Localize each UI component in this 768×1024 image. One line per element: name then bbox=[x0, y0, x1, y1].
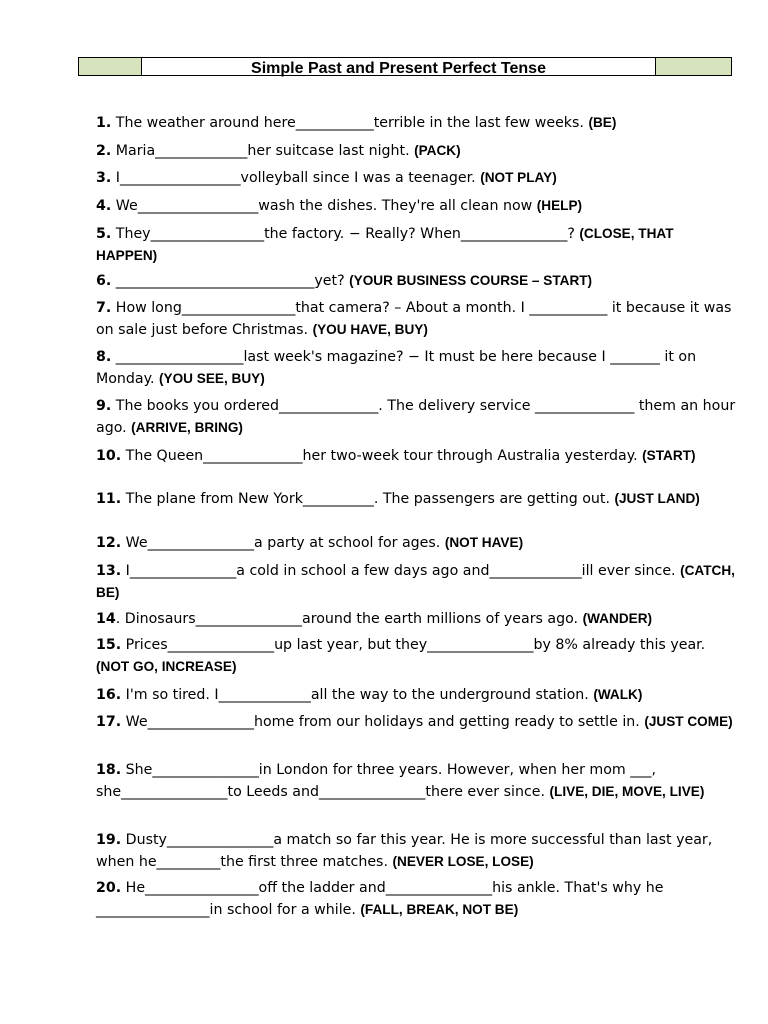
item-text: Prices_______________up last year, but they_______________by 8% already this year. bbox=[125, 637, 706, 653]
item-text: How long________________that camera? – About a month. I ___________ it because it was on sale just before Christmas. bbox=[96, 300, 732, 338]
exercise-item bbox=[96, 760, 736, 803]
item-text: She_______________in London for three years. However, when her mom ___, she_______________to Leeds and_______________there ever since. bbox=[96, 762, 657, 800]
item-text: We_______________a party at school for ages. bbox=[125, 535, 445, 551]
exercise-item bbox=[96, 140, 736, 162]
item-number: 2. bbox=[96, 143, 112, 159]
item-hint: (WANDER) bbox=[582, 611, 653, 626]
item-text: I'm so tired. I_____________all the way to the underground station. bbox=[125, 687, 594, 703]
item-number: 3. bbox=[96, 170, 112, 186]
item-text: __________________last week's magazine? − It must be here because I _______ it on Monday. bbox=[96, 349, 697, 387]
item-text: ____________________________yet? bbox=[115, 273, 350, 289]
title-bar-left-cell bbox=[79, 58, 142, 75]
exercise-item bbox=[96, 270, 736, 292]
item-hint: (NOT GO, INCREASE) bbox=[96, 659, 237, 674]
item-number: 7. bbox=[96, 300, 112, 316]
exercise-item bbox=[96, 445, 736, 467]
item-number: 16. bbox=[96, 687, 122, 703]
page-title: Simple Past and Present Perfect Tense bbox=[251, 60, 546, 77]
item-hint: (CLOSE, THAT HAPPEN) bbox=[96, 226, 674, 263]
item-hint: (YOU HAVE, BUY) bbox=[312, 322, 428, 337]
item-hint: (START) bbox=[642, 448, 696, 463]
exercise-item bbox=[96, 608, 736, 630]
item-hint: (FALL, BREAK, NOT BE) bbox=[360, 902, 519, 917]
exercise-item bbox=[96, 830, 736, 873]
item-hint: (JUST COME) bbox=[644, 714, 733, 729]
exercise-item bbox=[96, 711, 736, 733]
item-number: 4. bbox=[96, 198, 112, 214]
item-hint: (CATCH, BE) bbox=[96, 563, 735, 600]
item-number: 18. bbox=[96, 762, 122, 778]
exercise-item bbox=[96, 488, 736, 510]
item-number: 14 bbox=[96, 611, 116, 627]
item-text: . Dinosaurs_______________around the earth millions of years ago. bbox=[115, 611, 583, 627]
title-bar bbox=[78, 57, 732, 76]
item-text: Dusty_______________a match so far this year. He is more successful than last year, when he_________the first three matches. bbox=[96, 832, 713, 870]
exercise-item bbox=[96, 347, 736, 390]
item-number: 20. bbox=[96, 880, 122, 896]
exercise-item bbox=[96, 560, 736, 604]
title-bar-right-cell bbox=[655, 58, 731, 75]
item-number: 15. bbox=[96, 637, 122, 653]
item-hint: (YOUR BUSINESS COURSE – START) bbox=[349, 273, 593, 288]
item-text: The plane from New York__________. The passengers are getting out. bbox=[125, 491, 615, 507]
item-text: He________________off the ladder and_______________his ankle. That's why he ________________in school for a while. bbox=[96, 880, 664, 918]
exercise-item bbox=[96, 112, 736, 134]
item-text: We_______________home from our holidays and getting ready to settle in. bbox=[125, 714, 645, 730]
item-text: The Queen______________her two-week tour through Australia yesterday. bbox=[125, 448, 643, 464]
item-text: The weather around here___________terrible in the last few weeks. bbox=[115, 115, 589, 131]
item-number: 5. bbox=[96, 226, 112, 242]
item-number: 6. bbox=[96, 273, 112, 289]
exercise-item bbox=[96, 532, 736, 554]
item-text: I_________________volleyball since I was a teenager. bbox=[115, 170, 481, 186]
exercise-item bbox=[96, 635, 736, 678]
item-number: 13. bbox=[96, 563, 122, 579]
item-number: 1. bbox=[96, 115, 112, 131]
item-hint: (YOU SEE, BUY) bbox=[159, 371, 265, 386]
item-number: 8. bbox=[96, 349, 112, 365]
item-hint: (NEVER LOSE, LOSE) bbox=[392, 854, 534, 869]
item-hint: (PACK) bbox=[414, 143, 461, 158]
item-hint: (ARRIVE, BRING) bbox=[131, 420, 243, 435]
item-hint: (HELP) bbox=[536, 198, 583, 213]
exercise-item bbox=[96, 167, 736, 189]
item-hint: (LIVE, DIE, MOVE, LIVE) bbox=[549, 784, 705, 799]
exercise-item bbox=[96, 298, 736, 341]
item-text: The books you ordered______________. The delivery service ______________ them an hour ago. bbox=[96, 398, 736, 436]
exercise-item bbox=[96, 396, 736, 439]
item-number: 11. bbox=[96, 491, 122, 507]
exercise-item bbox=[96, 684, 736, 706]
item-number: 9. bbox=[96, 398, 112, 414]
item-hint: (NOT HAVE) bbox=[444, 535, 524, 550]
item-text: We_________________wash the dishes. They're all clean now bbox=[115, 198, 537, 214]
exercise-item bbox=[96, 878, 736, 921]
item-hint: (NOT PLAY) bbox=[480, 170, 557, 185]
item-number: 12. bbox=[96, 535, 122, 551]
exercise-item bbox=[96, 195, 736, 217]
item-text: I_______________a cold in school a few days ago and_____________ill ever since. bbox=[125, 563, 681, 579]
item-text: They________________the factory. − Really? When_______________? bbox=[115, 226, 580, 242]
item-text: Maria_____________her suitcase last night. bbox=[115, 143, 415, 159]
item-hint: (JUST LAND) bbox=[614, 491, 700, 506]
item-number: 17. bbox=[96, 714, 122, 730]
item-hint: (WALK) bbox=[593, 687, 643, 702]
item-hint: (BE) bbox=[588, 115, 617, 130]
item-number: 19. bbox=[96, 832, 122, 848]
item-number: 10. bbox=[96, 448, 122, 464]
exercise-item bbox=[96, 223, 736, 267]
